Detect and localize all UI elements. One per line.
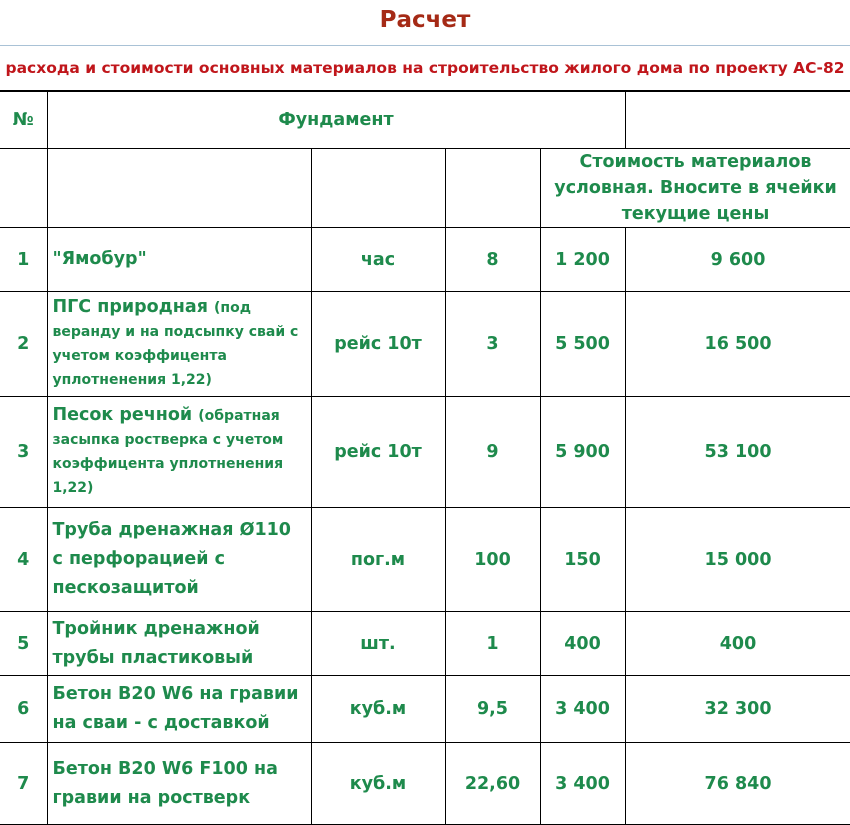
price-cell[interactable]: 400 bbox=[540, 612, 625, 676]
row-number[interactable]: 1 bbox=[0, 228, 47, 292]
unit-cell[interactable]: час bbox=[311, 228, 445, 292]
price-cell[interactable]: 5 900 bbox=[540, 397, 625, 508]
empty-cell[interactable] bbox=[0, 149, 47, 228]
quantity-cell[interactable]: 3 bbox=[445, 292, 540, 397]
row-number[interactable]: 7 bbox=[0, 743, 47, 825]
total-cell[interactable]: 53 100 bbox=[625, 397, 850, 508]
empty-cell[interactable] bbox=[445, 149, 540, 228]
total-cell[interactable]: 76 840 bbox=[625, 743, 850, 825]
material-name[interactable] bbox=[47, 508, 311, 612]
total-cell[interactable]: 400 bbox=[625, 612, 850, 676]
price-note[interactable]: Стоимость материалов условная. Вносите в ячейки текущие цены bbox=[540, 149, 850, 228]
total-cell[interactable]: 9 600 bbox=[625, 228, 850, 292]
page-title: Расчет bbox=[0, 0, 850, 46]
total-cell[interactable]: 32 300 bbox=[625, 676, 850, 743]
material-name-text: Труба дренажная Ø110 с перфорацией с пескозащитой bbox=[52, 520, 291, 598]
unit-cell[interactable]: куб.м bbox=[311, 676, 445, 743]
table-header-row bbox=[0, 92, 850, 149]
material-name[interactable] bbox=[47, 397, 311, 508]
unit-cell[interactable]: куб.м bbox=[311, 743, 445, 825]
price-cell[interactable]: 3 400 bbox=[540, 743, 625, 825]
empty-header-cell[interactable] bbox=[625, 92, 850, 149]
quantity-cell[interactable]: 9 bbox=[445, 397, 540, 508]
note-row bbox=[0, 149, 850, 228]
row-number[interactable]: 3 bbox=[0, 397, 47, 508]
number-column-header: № bbox=[0, 92, 47, 149]
quantity-cell[interactable]: 8 bbox=[445, 228, 540, 292]
material-name-text: Бетон В20 W6 на гравии на сваи - с доставкой bbox=[52, 684, 299, 733]
material-name-text: Бетон В20 W6 F100 на гравии на ростверк bbox=[52, 758, 278, 808]
quantity-cell[interactable]: 100 bbox=[445, 508, 540, 612]
material-name-note: (обратная засыпка ростверка с учетом коэффицента уплотненения 1,22) bbox=[52, 408, 284, 496]
page-subtitle: расхода и стоимости основных материалов на строительство жилого дома по проекту АС-82 bbox=[0, 46, 850, 92]
price-cell[interactable]: 3 400 bbox=[540, 676, 625, 743]
unit-cell[interactable]: рейс 10т bbox=[311, 397, 445, 508]
empty-cell[interactable] bbox=[47, 149, 311, 228]
material-name[interactable] bbox=[47, 292, 311, 397]
empty-cell[interactable] bbox=[311, 149, 445, 228]
total-cell[interactable]: 16 500 bbox=[625, 292, 850, 397]
total-cell[interactable]: 15 000 bbox=[625, 508, 850, 612]
price-cell[interactable]: 150 bbox=[540, 508, 625, 612]
material-name-text: "Ямобур" bbox=[52, 249, 147, 269]
unit-cell[interactable]: пог.м bbox=[311, 508, 445, 612]
table-row bbox=[0, 228, 850, 292]
material-name[interactable] bbox=[47, 228, 311, 292]
material-name-text: Песок речной bbox=[52, 405, 193, 425]
row-number[interactable]: 6 bbox=[0, 676, 47, 743]
row-number[interactable]: 2 bbox=[0, 292, 47, 397]
material-name[interactable] bbox=[47, 612, 311, 676]
material-name[interactable] bbox=[47, 676, 311, 743]
table-row bbox=[0, 676, 850, 743]
material-name-text: ПГС природная bbox=[52, 297, 208, 317]
unit-cell[interactable]: рейс 10т bbox=[311, 292, 445, 397]
table-row bbox=[0, 743, 850, 825]
table-row bbox=[0, 508, 850, 612]
table-row bbox=[0, 397, 850, 508]
material-name-text: Тройник дренажной трубы пластиковый bbox=[52, 618, 260, 668]
quantity-cell[interactable]: 9,5 bbox=[445, 676, 540, 743]
table-row bbox=[0, 612, 850, 676]
material-name-note: (под веранду и на подсыпку свай с учетом коэффицента уплотненения 1,22) bbox=[52, 300, 299, 388]
row-number[interactable]: 4 bbox=[0, 508, 47, 612]
quantity-cell[interactable]: 1 bbox=[445, 612, 540, 676]
price-cell[interactable]: 1 200 bbox=[540, 228, 625, 292]
quantity-cell[interactable]: 22,60 bbox=[445, 743, 540, 825]
row-number[interactable]: 5 bbox=[0, 612, 47, 676]
table-row bbox=[0, 292, 850, 397]
section-title[interactable]: Фундамент bbox=[47, 92, 625, 149]
material-name[interactable] bbox=[47, 743, 311, 825]
unit-cell[interactable]: шт. bbox=[311, 612, 445, 676]
price-cell[interactable]: 5 500 bbox=[540, 292, 625, 397]
materials-table bbox=[0, 91, 850, 825]
